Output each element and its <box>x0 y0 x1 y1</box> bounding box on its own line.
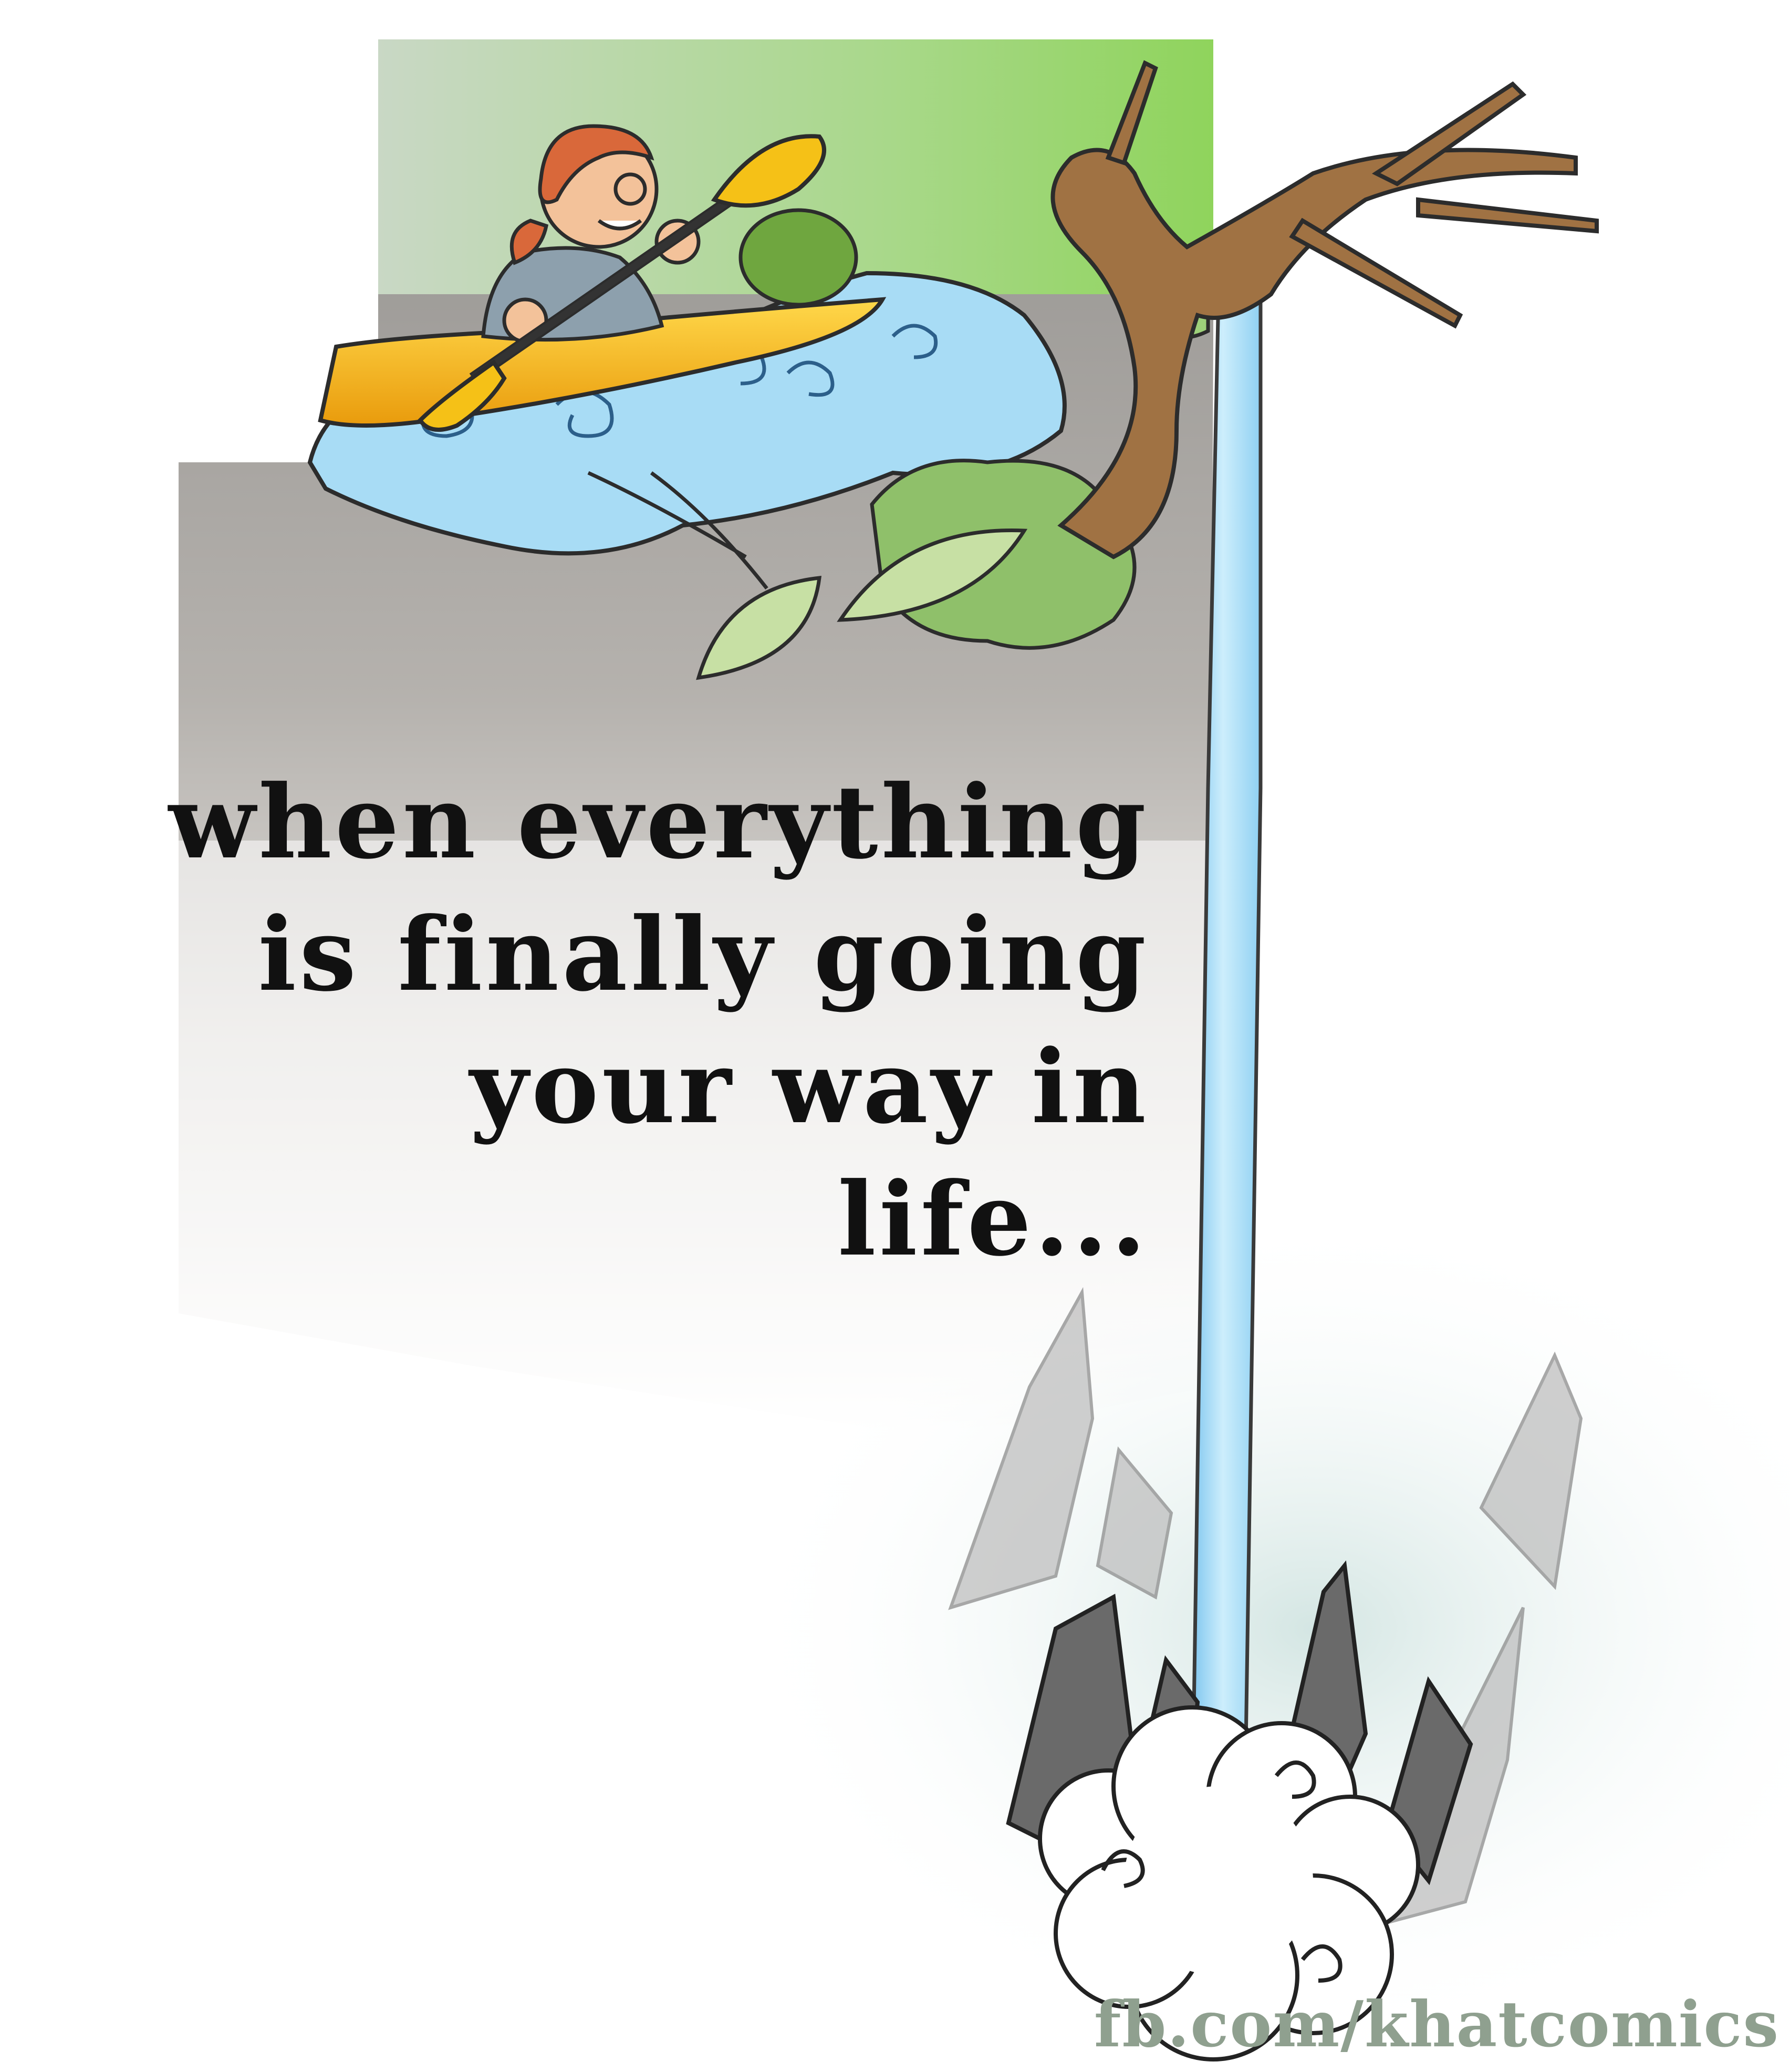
credit-link: fb.com/khatcomics <box>1094 1987 1779 2061</box>
caption-line-2: is finally going <box>258 896 1149 1014</box>
caption-line-3: your way in <box>470 1028 1149 1146</box>
caption-line-4: life... <box>837 1161 1149 1279</box>
caption-text <box>0 757 1149 1286</box>
tree-icon <box>1053 63 1597 557</box>
caption-line-1: when everything <box>168 763 1149 882</box>
